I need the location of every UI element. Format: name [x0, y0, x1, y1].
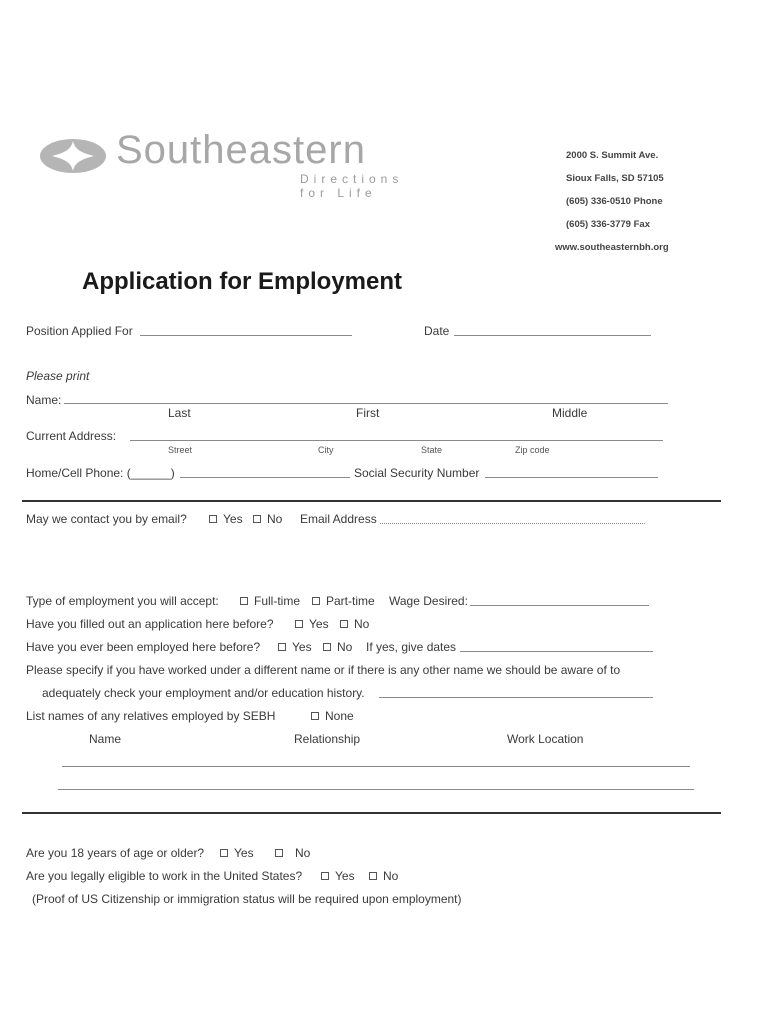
- name-sub-middle: Middle: [552, 406, 588, 420]
- relatives-label: List names of any relatives employed by SEBH: [26, 709, 276, 723]
- ssn-field[interactable]: [485, 477, 658, 478]
- relatives-row-1[interactable]: [62, 766, 690, 767]
- email-address-field[interactable]: [380, 523, 645, 524]
- employment-type-label: Type of employment you will accept:: [26, 594, 219, 608]
- checkbox-icon[interactable]: [209, 515, 217, 523]
- email-yes-label: Yes: [223, 512, 243, 526]
- address-sub-city: City: [318, 445, 334, 455]
- fax-number: (605) 336-3779 Fax: [566, 219, 650, 230]
- checkbox-icon[interactable]: [323, 643, 331, 651]
- address-line-1: 2000 S. Summit Ave.: [566, 150, 659, 161]
- filled-out-no-label: No: [354, 617, 370, 631]
- email-address-label: Email Address: [300, 512, 377, 526]
- checkbox-icon[interactable]: [340, 620, 348, 628]
- please-print-note: Please print: [26, 369, 90, 383]
- section-divider-1: [22, 500, 721, 502]
- relatives-none-label: None: [325, 709, 354, 723]
- part-time-label: Part-time: [326, 594, 375, 608]
- relatives-col-name: Name: [89, 732, 122, 746]
- position-field[interactable]: [140, 335, 352, 336]
- email-no-label: No: [267, 512, 283, 526]
- checkbox-icon[interactable]: [312, 597, 320, 605]
- relatives-col-work-location: Work Location: [507, 732, 584, 746]
- logo-emblem-icon: [38, 136, 108, 176]
- checkbox-icon[interactable]: [369, 872, 377, 880]
- eligible-question: Are you legally eligible to work in the United States?: [26, 869, 303, 883]
- checkbox-icon[interactable]: [240, 597, 248, 605]
- age-yes-option[interactable]: [220, 846, 254, 860]
- employed-question: Have you ever been employed here before?: [26, 640, 261, 654]
- checkbox-icon[interactable]: [278, 643, 286, 651]
- checkbox-icon[interactable]: [220, 849, 228, 857]
- age-yes-label: Yes: [234, 846, 254, 860]
- relatives-none-option[interactable]: [311, 709, 354, 723]
- name-sub-last: Last: [168, 406, 191, 420]
- wage-field[interactable]: [470, 605, 649, 606]
- date-label: Date: [424, 324, 450, 338]
- position-label: Position Applied For: [26, 324, 133, 338]
- employed-no-option[interactable]: [323, 640, 352, 654]
- phone-label: Home/Cell Phone: (______): [26, 466, 175, 480]
- email-no-option[interactable]: [253, 512, 282, 526]
- name-field[interactable]: [64, 403, 668, 404]
- relatives-col-relationship: Relationship: [294, 732, 361, 746]
- address-label: Current Address:: [26, 429, 117, 443]
- phone-field[interactable]: [180, 477, 350, 478]
- checkbox-icon[interactable]: [295, 620, 303, 628]
- eligible-yes-label: Yes: [335, 869, 355, 883]
- relatives-row-2[interactable]: [58, 789, 694, 790]
- address-field[interactable]: [130, 440, 663, 441]
- eligible-yes-option[interactable]: [321, 869, 355, 883]
- checkbox-icon[interactable]: [253, 515, 261, 523]
- full-time-label: Full-time: [254, 594, 301, 608]
- employed-yes-label: Yes: [292, 640, 312, 654]
- full-time-option[interactable]: [240, 594, 300, 608]
- address-sub-state: State: [421, 445, 443, 455]
- page-title: Application for Employment: [82, 268, 403, 295]
- website: www.southeasternbh.org: [555, 242, 669, 253]
- different-name-line1: Please specify if you have worked under a different name or if there is any other name we should be aware of to: [26, 663, 621, 677]
- wage-label: Wage Desired:: [389, 594, 468, 608]
- eligible-no-option[interactable]: [369, 869, 398, 883]
- age-no-option[interactable]: [275, 846, 310, 860]
- phone-number: (605) 336-0510 Phone: [566, 196, 663, 207]
- section-divider-2: [22, 812, 721, 814]
- address-sub-zip: Zip code: [515, 445, 550, 455]
- checkbox-icon[interactable]: [321, 872, 329, 880]
- different-name-field[interactable]: [379, 697, 653, 698]
- proof-note: (Proof of US Citizenship or immigration status will be required upon employment): [32, 892, 462, 906]
- if-yes-dates-label: If yes, give dates: [366, 640, 457, 654]
- name-label: Name:: [26, 393, 62, 407]
- brand-name: Southeastern: [116, 128, 366, 172]
- address-sub-street: Street: [168, 445, 193, 455]
- dates-field[interactable]: [460, 651, 653, 652]
- date-field[interactable]: [454, 335, 651, 336]
- brand-tagline: Directions for Life: [300, 172, 404, 200]
- filled-out-question: Have you filled out an application here before?: [26, 617, 274, 631]
- ssn-label: Social Security Number: [354, 466, 480, 480]
- employed-yes-option[interactable]: [278, 640, 312, 654]
- checkbox-icon[interactable]: [311, 712, 319, 720]
- name-sub-first: First: [356, 406, 380, 420]
- email-question: May we contact you by email?: [26, 512, 187, 526]
- email-yes-option[interactable]: [209, 512, 243, 526]
- address-line-2: Sioux Falls, SD 57105: [566, 173, 664, 184]
- filled-out-no-option[interactable]: [340, 617, 369, 631]
- part-time-option[interactable]: [312, 594, 375, 608]
- checkbox-icon[interactable]: [275, 849, 283, 857]
- filled-out-yes-label: Yes: [309, 617, 329, 631]
- filled-out-yes-option[interactable]: [295, 617, 329, 631]
- different-name-line2: adequately check your employment and/or education history.: [42, 686, 365, 700]
- age-no-label: No: [295, 846, 311, 860]
- eligible-no-label: No: [383, 869, 399, 883]
- employed-no-label: No: [337, 640, 353, 654]
- age-question: Are you 18 years of age or older?: [26, 846, 205, 860]
